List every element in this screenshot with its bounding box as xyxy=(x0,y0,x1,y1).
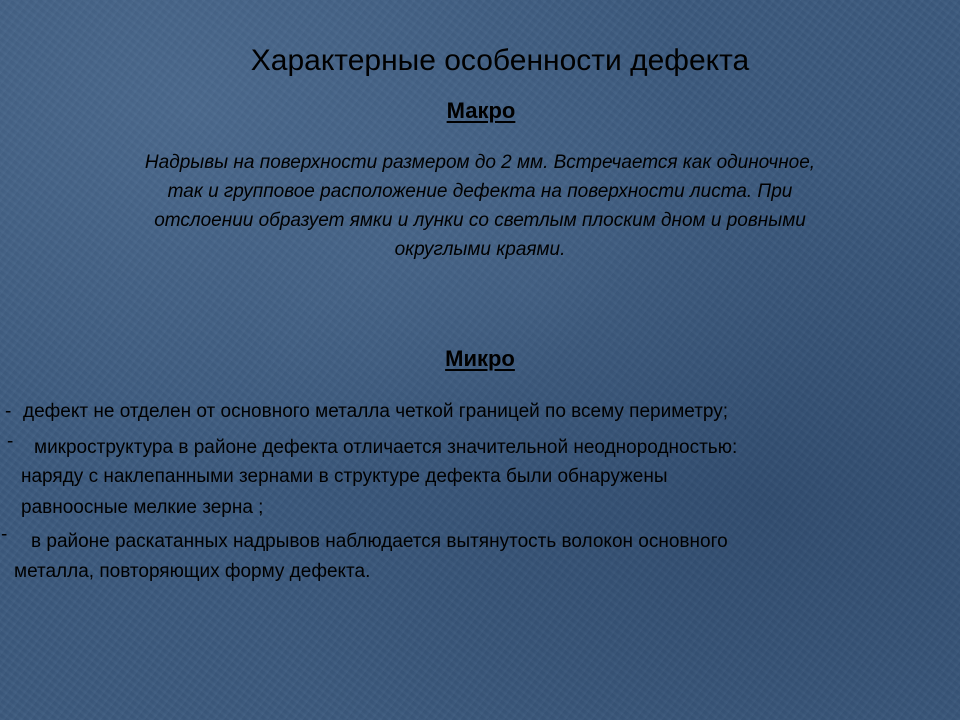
micro-heading: Микро xyxy=(445,346,515,371)
macro-description xyxy=(55,148,905,264)
list-dash: - xyxy=(7,431,14,452)
macro-line: округлыми краями. xyxy=(394,239,566,260)
micro-item-line: дефект не отделен от основного металла четкой границей по всему периметру; xyxy=(23,401,729,422)
list-dash: - xyxy=(1,524,8,545)
micro-item-line: в районе раскатанных надрывов наблюдается вытянутость волокон основного xyxy=(31,531,728,552)
macro-line: Надрывы на поверхности размером до 2 мм. Встречается как одиночное, xyxy=(144,152,816,173)
slide-title: Характерные особенности дефекта xyxy=(250,44,750,77)
macro-line: так и групповое расположение дефекта на поверхности листа. При xyxy=(167,181,793,202)
list-dash: - xyxy=(5,401,12,422)
micro-item-line: наряду с наклепанными зернами в структуре дефекта были обнаружены xyxy=(21,466,668,487)
macro-heading: Макро xyxy=(446,98,516,123)
micro-item-line: металла, повторяющих форму дефекта. xyxy=(14,561,371,582)
micro-item-line: микроструктура в районе дефекта отличается значительной неоднородностью: xyxy=(34,437,738,458)
micro-item-line: равноосные мелкие зерна ; xyxy=(21,497,264,518)
macro-line: отслоении образует ямки и лунки со светлым плоским дном и ровными xyxy=(154,210,806,231)
